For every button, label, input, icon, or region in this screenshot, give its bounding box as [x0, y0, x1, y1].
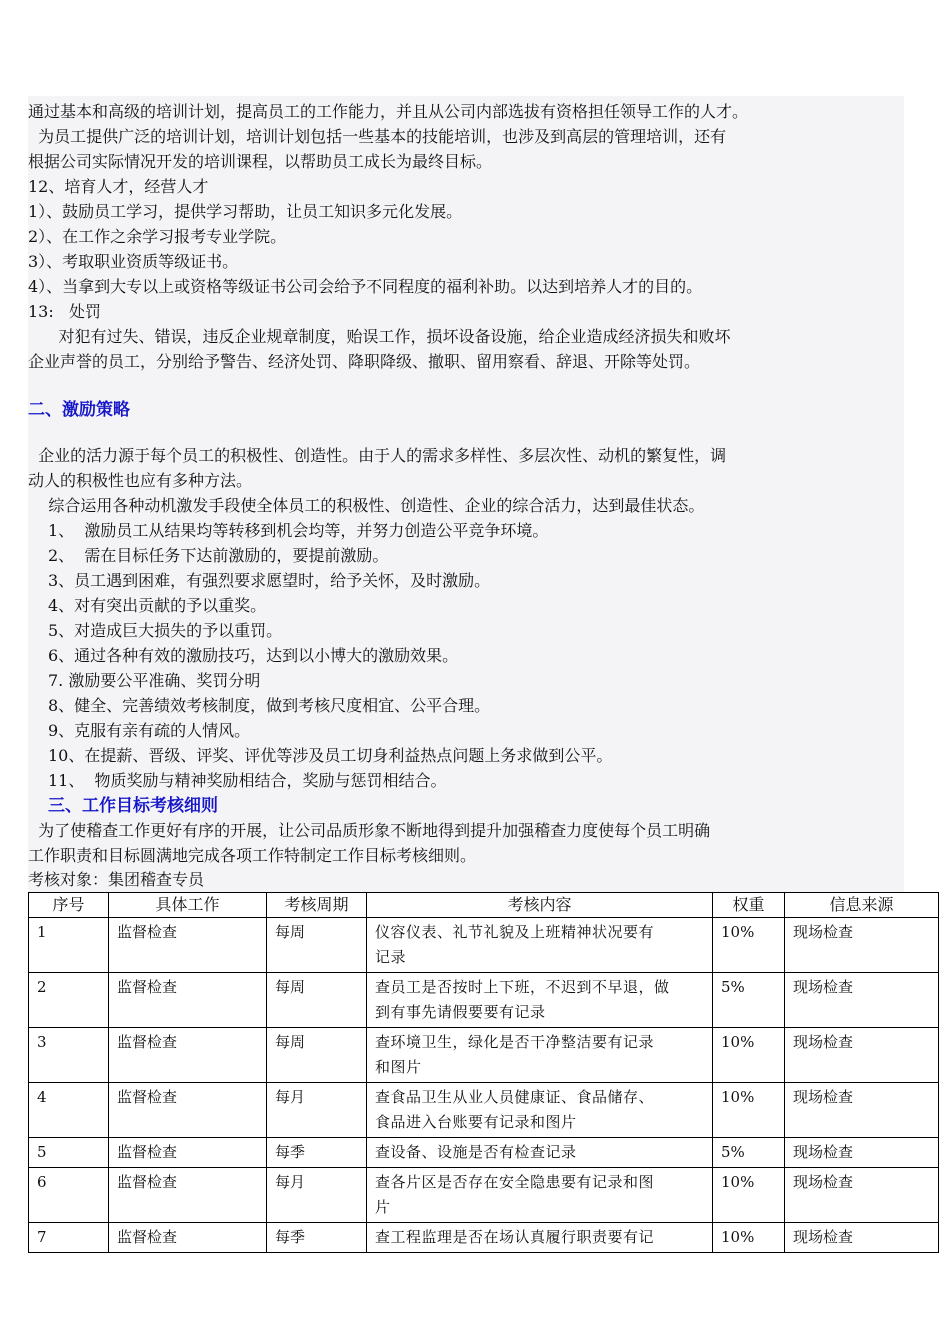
- cell-content: [367, 1028, 713, 1083]
- list-item: 1、 激励员工从结果均等转移到机会均等，并努力创造公平竞争环境。: [48, 521, 549, 540]
- list-item: 8、健全、完善绩效考核制度，做到考核尺度相宜、公平合理。: [48, 696, 491, 715]
- cell-weight: 10%: [713, 1083, 785, 1138]
- cell-period: 每周: [267, 918, 367, 973]
- cell-work: 监督检查: [109, 973, 267, 1028]
- cell-number: 4: [29, 1083, 109, 1138]
- cell-content: [367, 1138, 713, 1168]
- cell-number: 3: [29, 1028, 109, 1083]
- cell-content: [367, 1168, 713, 1223]
- cell-content: [367, 1083, 713, 1138]
- cell-content: [367, 1223, 713, 1253]
- cell-source: 现场检查: [785, 973, 939, 1028]
- paragraph-line: 13: 处罚: [28, 302, 102, 321]
- header-cell: 考核内容: [367, 893, 713, 918]
- header-cell: 信息来源: [785, 893, 939, 918]
- table-row: [29, 1138, 939, 1168]
- cell-content-line: 食品进入台账要有记录和图片: [375, 1113, 577, 1131]
- cell-content-line: 查设备、设施是否有检查记录: [375, 1143, 577, 1161]
- list-item: 11、 物质奖励与精神奖励相结合，奖励与惩罚相结合。: [48, 771, 447, 790]
- cell-number: 7: [29, 1223, 109, 1253]
- table-row: [29, 1168, 939, 1223]
- cell-weight: 10%: [713, 918, 785, 973]
- cell-weight: 10%: [713, 1168, 785, 1223]
- cell-period: 每周: [267, 1028, 367, 1083]
- paragraph-line: 动人的积极性也应有多种方法。: [28, 471, 253, 490]
- cell-content-line: 查工程监理是否在场认真履行职责要有记: [375, 1228, 655, 1246]
- table-row: [29, 973, 939, 1028]
- cell-work: 监督检查: [109, 1083, 267, 1138]
- section-heading-assessment: 三、工作目标考核细则: [48, 796, 218, 816]
- cell-period: 每周: [267, 973, 367, 1028]
- cell-content-line: 仪容仪表、礼节礼貌及上班精神状况要有: [375, 923, 655, 941]
- cell-work: 监督检查: [109, 1223, 267, 1253]
- section-heading-incentive: 二、激励策略: [28, 400, 130, 420]
- paragraph-line: 为员工提供广泛的培训计划，培训计划包括一些基本的技能培训，也涉及到高层的管理培训，还有: [28, 127, 727, 146]
- cell-source: 现场检查: [785, 1028, 939, 1083]
- cell-period: 每季: [267, 1138, 367, 1168]
- paragraph-line: 12、培育人才，经营人才: [28, 177, 209, 196]
- cell-source: 现场检查: [785, 1223, 939, 1253]
- cell-content-line: 和图片: [375, 1058, 422, 1076]
- header-cell: 权重: [713, 893, 785, 918]
- cell-source: 现场检查: [785, 1083, 939, 1138]
- paragraph-line: 工作职责和目标圆满地完成各项工作特制定工作目标考核细则。: [28, 846, 477, 865]
- cell-content-line: 查各片区是否存在安全隐患要有记录和图: [375, 1173, 655, 1191]
- cell-content-line: 片: [375, 1198, 391, 1216]
- header-cell: 具体工作: [109, 893, 267, 918]
- paragraph-line: 通过基本和高级的培训计划，提高员工的工作能力，并且从公司内部选拔有资格担任领导工作的人才。: [28, 102, 749, 121]
- table-row: [29, 1223, 939, 1253]
- assessment-table: [28, 892, 939, 1253]
- cell-weight: 5%: [713, 1138, 785, 1168]
- cell-weight: 10%: [713, 1028, 785, 1083]
- cell-weight: 10%: [713, 1223, 785, 1253]
- list-item: 2、 需在目标任务下达前激励的，要提前激励。: [48, 546, 389, 565]
- cell-content: [367, 973, 713, 1028]
- cell-number: 6: [29, 1168, 109, 1223]
- cell-period: 每月: [267, 1168, 367, 1223]
- table-header-row: [29, 893, 939, 918]
- paragraph-line: 根据公司实际情况开发的培训课程，以帮助员工成长为最终目标。: [28, 152, 493, 171]
- cell-content-line: 查员工是否按时上下班，不迟到不早退，做: [375, 978, 670, 996]
- paragraph-line: 为了使稽查工作更好有序的开展，让公司品质形象不断地得到提升加强稽查力度使每个员工明确: [28, 821, 711, 840]
- cell-content-line: 查环境卫生，绿化是否干净整洁要有记录: [375, 1033, 655, 1051]
- cell-content-line: 到有事先请假要要有记录: [375, 1003, 546, 1021]
- list-item: 9、克服有亲有疏的人情风。: [48, 721, 251, 740]
- cell-content-line: 记录: [375, 948, 407, 966]
- paragraph-line: 综合运用各种动机激发手段使全体员工的积极性、创造性、企业的综合活力，达到最佳状态。: [28, 496, 705, 515]
- list-item: 3、员工遇到困难，有强烈要求愿望时，给予关怀，及时激励。: [48, 571, 491, 590]
- list-item: 6、通过各种有效的激励技巧，达到以小博大的激励效果。: [48, 646, 459, 665]
- paragraph-line: 企业声誉的员工，分别给予警告、经济处罚、降职降级、撤职、留用察看、辞退、开除等处罚。: [28, 352, 701, 371]
- list-item: 10、在提薪、晋级、评奖、评优等涉及员工切身利益热点问题上务求做到公平。: [48, 746, 613, 765]
- assessment-target: 考核对象：集团稽查专员: [28, 870, 205, 889]
- paragraph-line: 企业的活力源于每个员工的积极性、创造性。由于人的需求多样性、多层次性、动机的繁复性，调: [28, 446, 727, 465]
- table-row: [29, 1083, 939, 1138]
- list-item: 4、对有突出贡献的予以重奖。: [48, 596, 267, 615]
- cell-content: [367, 918, 713, 973]
- cell-content-line: 查食品卫生从业人员健康证、食品储存、: [375, 1088, 655, 1106]
- paragraph-line: 对犯有过失、错误，违反企业规章制度，贻误工作，损坏设备设施，给企业造成经济损失和败坏: [28, 327, 731, 346]
- list-item: 5、对造成巨大损失的予以重罚。: [48, 621, 283, 640]
- paragraph-line: 3）、考取职业资质等级证书。: [28, 252, 239, 271]
- cell-work: 监督检查: [109, 918, 267, 973]
- table-row: [29, 1028, 939, 1083]
- table-row: [29, 918, 939, 973]
- paragraph-line: 2）、在工作之余学习报考专业学院。: [28, 227, 287, 246]
- cell-period: 每月: [267, 1083, 367, 1138]
- cell-work: 监督检查: [109, 1168, 267, 1223]
- paragraph-line: 4）、当拿到大专以上或资格等级证书公司会给予不同程度的福利补助。以达到培养人才的目的。: [28, 277, 703, 296]
- cell-source: 现场检查: [785, 1138, 939, 1168]
- cell-source: 现场检查: [785, 918, 939, 973]
- cell-work: 监督检查: [109, 1028, 267, 1083]
- cell-number: 2: [29, 973, 109, 1028]
- cell-number: 1: [29, 918, 109, 973]
- list-item: 7. 激励要公平准确、奖罚分明: [48, 671, 261, 690]
- cell-source: 现场检查: [785, 1168, 939, 1223]
- cell-work: 监督检查: [109, 1138, 267, 1168]
- paragraph-line: 1）、鼓励员工学习，提供学习帮助，让员工知识多元化发展。: [28, 202, 463, 221]
- cell-weight: 5%: [713, 973, 785, 1028]
- cell-number: 5: [29, 1138, 109, 1168]
- header-cell: 序号: [29, 893, 109, 918]
- cell-period: 每季: [267, 1223, 367, 1253]
- header-cell: 考核周期: [267, 893, 367, 918]
